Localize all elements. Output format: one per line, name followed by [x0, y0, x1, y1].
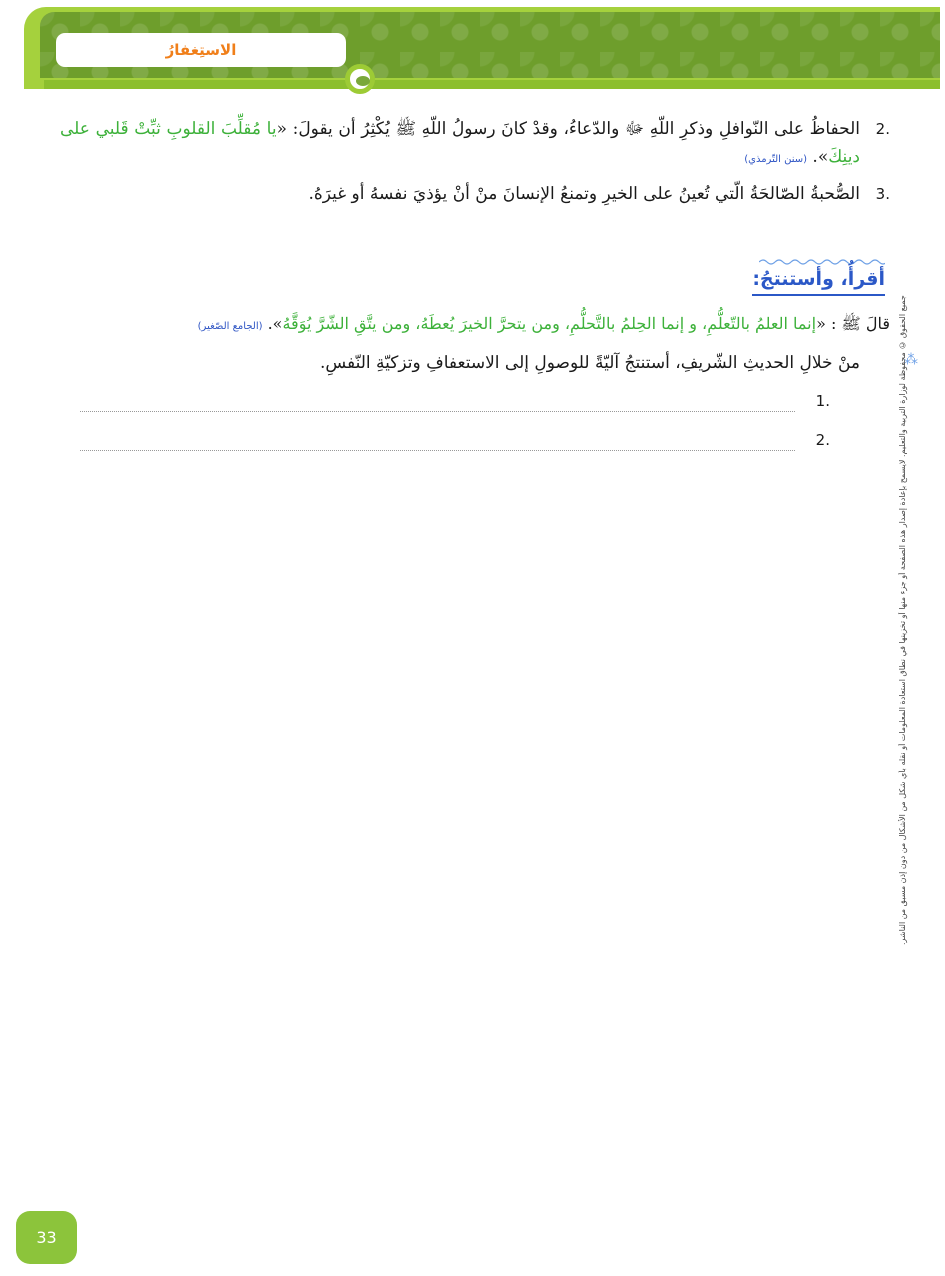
- title-ring-ornament: [345, 64, 375, 94]
- items-list: [60, 115, 890, 208]
- item-number: .2: [875, 120, 890, 138]
- prophet-quote: يا مُقلِّبَ القلوبِ ثبِّتْ قَلبي على دينِكَ: [60, 119, 860, 167]
- hadith-intro: قالَ ﷺ : «: [816, 314, 890, 333]
- section-title: أقرأُ، وأستنتجُ:: [752, 266, 885, 296]
- list-item-3: [60, 180, 890, 208]
- task-prompt: [240, 350, 860, 376]
- hadith-outro: ».: [262, 314, 283, 333]
- answer-number: .2: [815, 431, 830, 449]
- answer-number: .1: [815, 392, 830, 410]
- quote-close: ».: [807, 147, 829, 167]
- page-number: 33: [36, 1228, 57, 1247]
- answer-line-1[interactable]: [80, 392, 830, 418]
- dotted-answer-field[interactable]: [80, 411, 795, 412]
- task-text: منْ خلالِ الحديثِ الشّريفِ، أستنتجُ آليّةً للوصولِ إلى الاستعفافِ وتزكيّةِ النّفسِ.: [319, 353, 860, 373]
- dotted-answer-field[interactable]: [80, 450, 795, 451]
- lesson-title: الاستِغفارُ: [165, 41, 237, 59]
- item-text: الحفاظُ على النّوافلِ وذكرِ اللّهِ ﷻ والدّعاءُ، وقدْ كانَ رسولُ اللّهِ ﷺ يُكْثِرُ أن يقولَ: «: [276, 119, 861, 139]
- lesson-title-box: [56, 33, 346, 67]
- copyright-notice: جميع الحقوق © محفوظة لوزارة التربية والتعليم. لايسمح بإعادة إصدار هذه الصفحة أو جزء منها أو تخزينها في نطاق استعادة المعلومات أو نقله بأي شكل من الأشكال من دون إذن مسبق من الناشر.: [898, 295, 907, 945]
- header-shadow: [44, 80, 940, 89]
- section-heading: [752, 258, 885, 296]
- wave-decoration-icon: [759, 258, 885, 266]
- page-number-badge: [16, 1211, 77, 1264]
- source-reference: (سنن التّرمذي): [744, 154, 808, 165]
- answer-line-2[interactable]: [80, 431, 830, 457]
- item-text: الصُّحبةُ الصّالحَةُ الّتي تُعينُ على الخيرِ وتمنعُ الإنسانَ منْ أنْ يؤذيَ نفسهُ أو غيرَهُ.: [308, 184, 860, 204]
- hadith-quote: إنما العلمُ بالتّعلُّمِ، و إنما الحِلمُ بالتَّحلُّمِ، ومن يتحرَّ الخيرَ يُعطَهُ، ومن يتَّقِ الشّرَّ يُوَقَّهُ: [282, 314, 817, 333]
- list-item-2: [60, 115, 890, 174]
- item-number: .3: [875, 185, 890, 203]
- hadith-reference: (الجامع الصّغير): [197, 321, 263, 332]
- hadith-line: [150, 312, 890, 339]
- star-bullet-icon: ⁂: [904, 352, 918, 368]
